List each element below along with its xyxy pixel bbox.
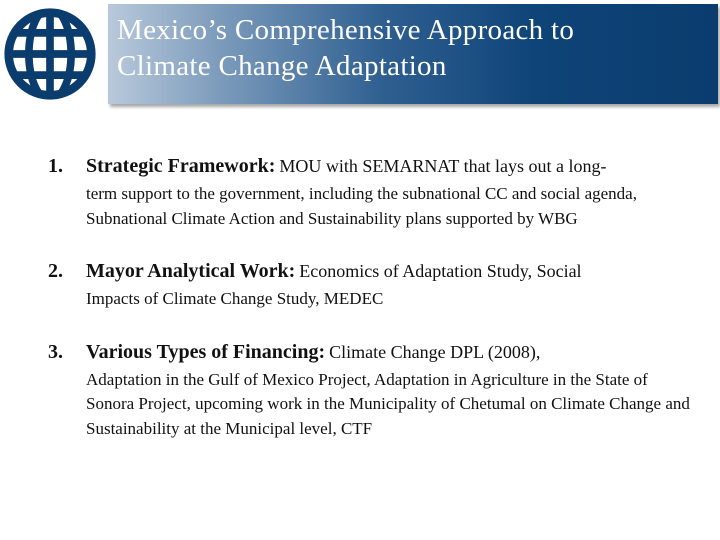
list-item: [48, 338, 698, 442]
title-banner: [108, 4, 718, 104]
item-number: 2.: [48, 260, 63, 282]
list-item: [48, 152, 698, 231]
item-number: 1.: [48, 155, 63, 177]
item-body-text: term support to the government, including the subnational CC and social agenda, Subnational Climate Action and Sustainability plans supported by WBG: [86, 184, 637, 228]
item-lead-text: MOU with SEMARNAT that lays out a long-: [279, 156, 607, 176]
item-heading: Strategic Framework:: [86, 155, 276, 177]
item-lead-text: Economics of Adaptation Study, Social: [299, 261, 582, 281]
slide-title: [117, 12, 708, 84]
item-heading: Mayor Analytical Work:: [86, 260, 296, 282]
item-lead-text: Climate Change DPL (2008),: [329, 341, 541, 362]
item-number: 3.: [48, 340, 63, 363]
globe-grid-icon: [2, 6, 98, 102]
item-body-text: Impacts of Climate Change Study, MEDEC: [86, 289, 384, 308]
item-body-text: Adaptation in the Gulf of Mexico Project, Adaptation in Agriculture in the State of Sonora Project, upcoming work in the Municipality of Chetumal on Climate Change and Sustainability at the Municipal level, CTF: [86, 369, 690, 438]
title-line-2: Climate Change Adaptation: [117, 50, 447, 82]
title-line-1: Mexico’s Comprehensive Approach to: [117, 14, 575, 46]
item-heading: Various Types of Financing:: [86, 340, 326, 363]
list-item: [48, 257, 698, 312]
numbered-list: [48, 152, 698, 441]
